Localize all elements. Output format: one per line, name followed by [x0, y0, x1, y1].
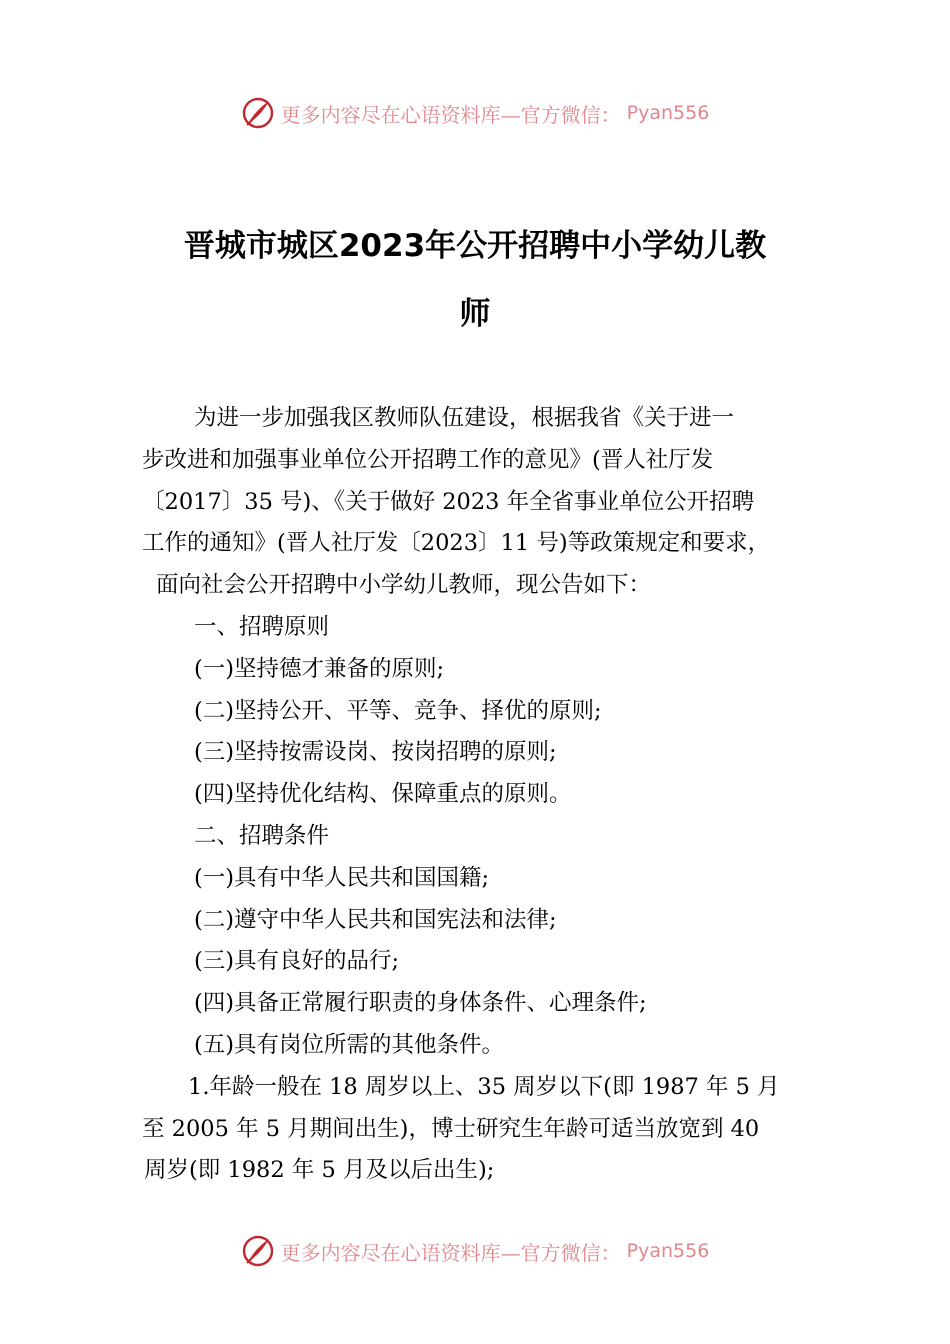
watermark-text: 更多内容尽在心语资料库—官方微信： — [280, 102, 621, 127]
body-line: 周岁(即 1982 年 5 月及以后出生); — [144, 1157, 495, 1184]
body-line: 〔2017〕35 号)、《关于做好 2023 年全省事业单位公开招聘 — [142, 488, 755, 515]
quill-pen-icon — [241, 96, 275, 130]
watermark-wechat-id: Pyan556 — [626, 102, 710, 124]
list-item: (三)具有良好的品行; — [194, 948, 400, 975]
watermark-text: 更多内容尽在心语资料库—官方微信： — [280, 1240, 621, 1265]
list-item: (二)遵守中华人民共和国宪法和法律; — [194, 906, 557, 933]
document-title-line-1: 晋城市城区2023年公开招聘中小学幼儿教 — [183, 228, 767, 264]
body-line: 1.年龄一般在 18 周岁以上、35 周岁以下(即 1987 年 5 月 — [188, 1073, 780, 1100]
list-item: (三)坚持按需设岗、按岗招聘的原则; — [194, 739, 557, 766]
document-body — [142, 398, 822, 1192]
watermark-header — [0, 96, 950, 130]
section-heading: 二、招聘条件 — [194, 822, 330, 849]
list-item: (五)具有岗位所需的其他条件。 — [194, 1031, 505, 1058]
list-item: (四)坚持优化结构、保障重点的原则。 — [194, 781, 572, 808]
body-line: 至 2005 年 5 月期间出生)，博士研究生年龄可适当放宽到 40 — [142, 1115, 760, 1142]
watermark-wechat-id: Pyan556 — [626, 1240, 710, 1262]
list-item: (一)具有中华人民共和国国籍; — [194, 864, 490, 891]
body-line: 工作的通知》(晋人社厅发〔2023〕11 号)等政策规定和要求， — [142, 530, 771, 557]
body-line: 为进一步加强我区教师队伍建设，根据我省《关于进一 — [194, 405, 735, 431]
body-line: 步改进和加强事业单位公开招聘工作的意见》(晋人社厅发 — [142, 446, 714, 473]
body-line: 面向社会公开招聘中小学幼儿教师，现公告如下： — [156, 572, 652, 599]
list-item: (二)坚持公开、平等、竞争、择优的原则; — [194, 697, 602, 724]
list-item: (四)具备正常履行职责的身体条件、心理条件; — [194, 990, 647, 1017]
watermark-footer — [0, 1234, 950, 1268]
section-heading: 一、招聘原则 — [194, 613, 330, 640]
list-item: (一)坚持德才兼备的原则; — [194, 655, 445, 682]
document-title-line-2: 师 — [459, 296, 491, 332]
quill-pen-icon — [241, 1234, 275, 1268]
